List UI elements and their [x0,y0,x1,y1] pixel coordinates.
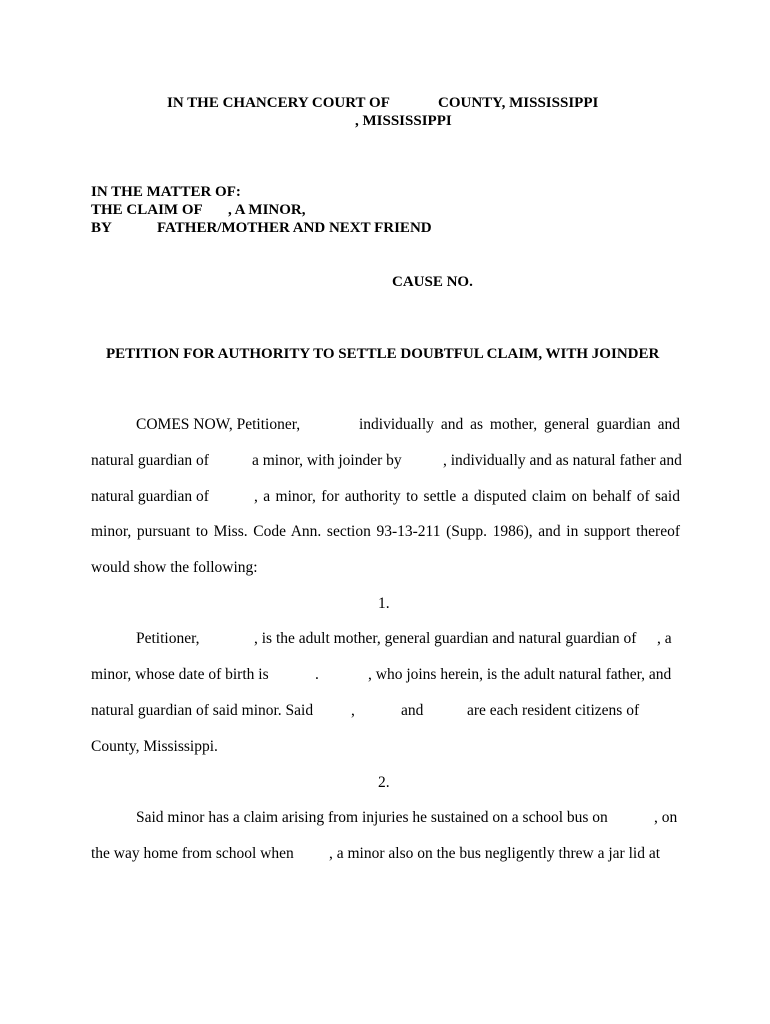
court-city: , MISSISSIPPI [355,113,452,129]
section-2-number: 2. [378,774,390,791]
section-1-line-3d: are each resident citizens of [467,702,640,719]
section-1-number: 1. [378,595,390,612]
court-heading-right: COUNTY, MISSISSIPPI [438,95,599,111]
intro-line-1a: COMES NOW, Petitioner, [136,416,301,433]
intro-line-3b: , a minor, for authority to settle a disputed claim on behalf of said [254,488,680,505]
section-2-line-2a: the way home from school when [91,845,294,862]
intro-line-2a: natural guardian of [91,452,209,469]
section-1-line-1b: , is the adult mother, general guardian and natural guardian of [254,630,637,647]
section-1-line-2a: minor, whose date of birth is [91,666,269,683]
intro-line-5: would show the following: [91,559,258,576]
section-1-line-1a: Petitioner, [136,630,200,647]
section-2-line-2b: , a minor also on the bus negligently threw a jar lid at [329,845,661,862]
cause-number: CAUSE NO. [392,274,473,290]
court-heading-left: IN THE CHANCERY COURT OF [167,95,390,111]
caption-claim-of: THE CLAIM OF [91,202,203,218]
intro-line-3a: natural guardian of [91,488,209,505]
section-1-line-3b: , [351,702,355,719]
section-1-line-3a: natural guardian of said minor. Said [91,702,314,719]
section-1-line-2b: . [315,666,319,683]
intro-line-1b: individually and as mother, general guardian and [359,416,680,433]
intro-line-2c: , individually and as natural father and [443,452,682,469]
intro-line-2b: a minor, with joinder by [252,452,402,469]
document-title: PETITION FOR AUTHORITY TO SETTLE DOUBTFUL CLAIM, WITH JOINDER [106,346,660,362]
section-2-line-1b: , on [654,809,678,826]
caption-by: BY [91,220,112,236]
section-1-line-2c: , who joins herein, is the adult natural father, and [368,666,672,683]
section-1-line-4: County, Mississippi. [91,738,218,755]
section-2-line-1a: Said minor has a claim arising from injuries he sustained on a school bus on [136,809,608,826]
caption-matter: IN THE MATTER OF: [91,184,241,200]
section-1-line-1c: , a [657,630,672,647]
caption-next-friend: FATHER/MOTHER AND NEXT FRIEND [157,220,432,236]
caption-a-minor: , A MINOR, [228,202,306,218]
intro-line-4: minor, pursuant to Miss. Code Ann. section 93-13-211 (Supp. 1986), and in support thereof [91,523,680,540]
section-1-line-3c: and [401,702,424,719]
